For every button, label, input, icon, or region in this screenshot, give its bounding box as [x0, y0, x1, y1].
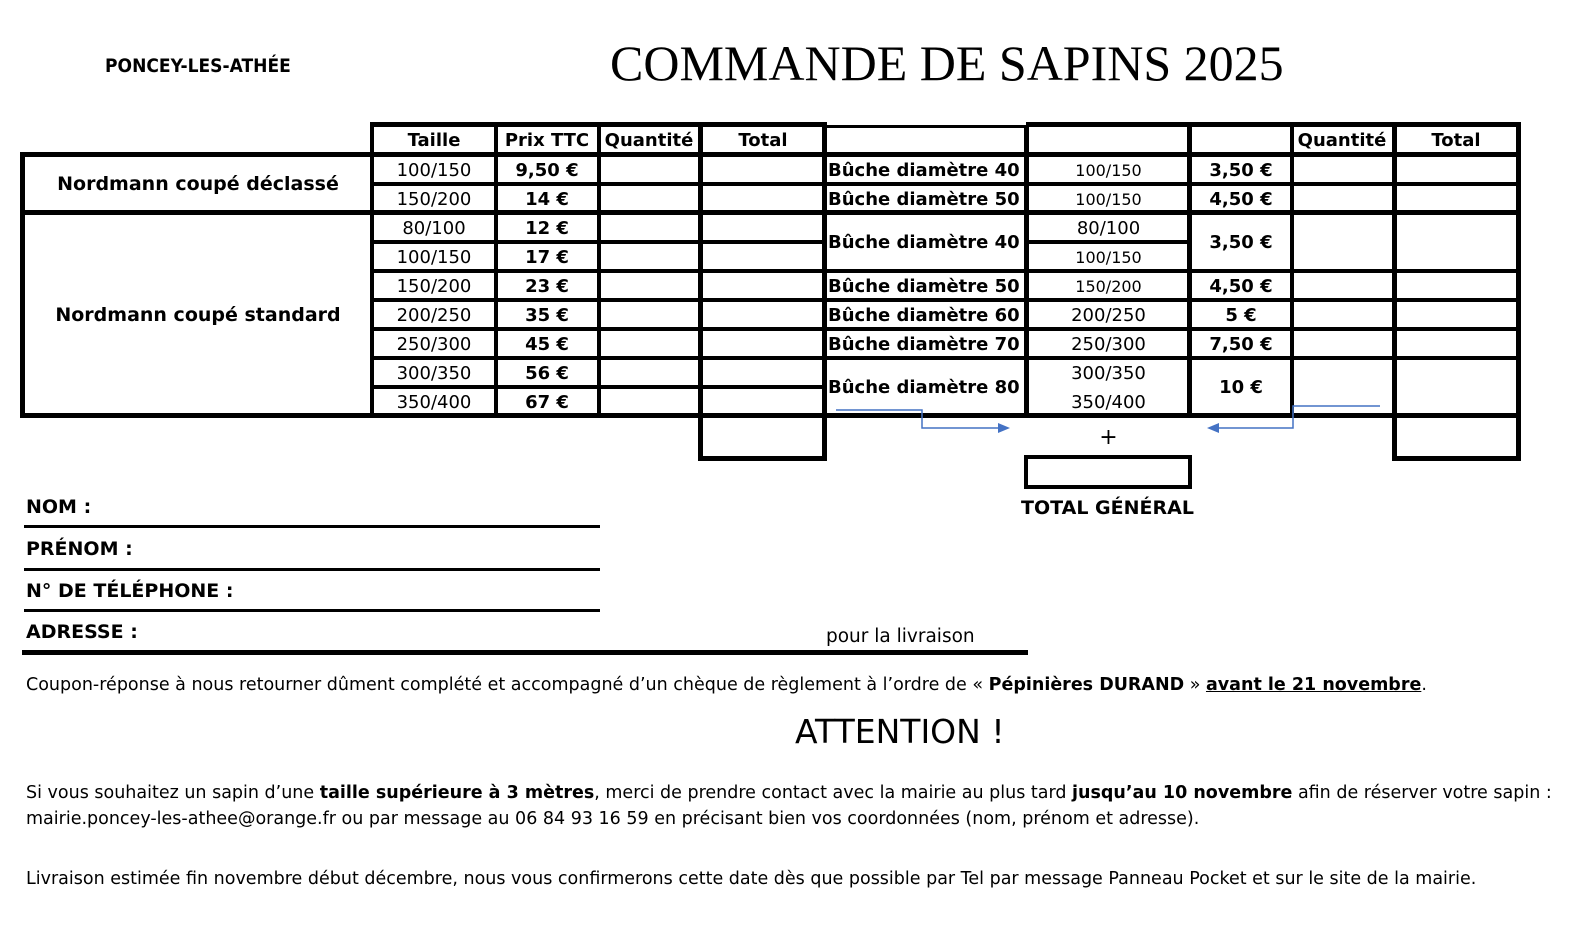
- telephone-input-line[interactable]: [24, 609, 600, 612]
- prenom-label: PRÉNOM :: [26, 538, 133, 560]
- info-line-1: [26, 780, 1552, 806]
- header-total-buche: Total: [1431, 129, 1481, 151]
- buche-prix: 3,50 €: [1209, 159, 1273, 181]
- row-prix: 67 €: [525, 391, 569, 413]
- buche-label: Bûche diamètre 50: [828, 188, 1020, 210]
- buche-taille: 100/150: [1075, 160, 1142, 180]
- info-text: , merci de prendre contact avec la mairie au plus tard: [594, 783, 1073, 803]
- deadline: avant le 21 novembre: [1205, 675, 1422, 695]
- coupon-text-part: .: [1421, 675, 1427, 695]
- buche-taille: 200/250: [1071, 304, 1146, 326]
- row-taille: 100/150: [396, 246, 472, 268]
- header-total: Total: [738, 129, 788, 151]
- row-prix: 12 €: [525, 217, 569, 239]
- coupon-text-part: »: [1184, 675, 1206, 695]
- right-arrow-icon: [1207, 406, 1380, 433]
- buche-label: Bûche diamètre 70: [828, 333, 1020, 355]
- row-taille: 80/100: [402, 217, 466, 239]
- buche-label: Bûche diamètre 80: [828, 376, 1020, 398]
- buche-taille: 100/150: [1075, 189, 1142, 209]
- row-taille: 100/150: [396, 159, 472, 181]
- buche-taille: 150/200: [1075, 276, 1142, 296]
- buche-prix: 5 €: [1225, 304, 1257, 326]
- nom-input-line[interactable]: [24, 525, 600, 528]
- header-taille: Taille: [407, 129, 461, 151]
- buche-prix: 7,50 €: [1209, 333, 1273, 355]
- row-prix: 35 €: [525, 304, 569, 326]
- left-arrow-icon: [836, 410, 1010, 433]
- info-bold: taille supérieure à 3 mètres: [319, 783, 595, 803]
- row-taille: 350/400: [396, 391, 472, 413]
- info-line-2: mairie.poncey-les-athee@orange.fr ou par message au 06 84 93 16 59 en précisant bien vos coordonnées (nom, prénom et adresse).: [26, 809, 1200, 829]
- attention-heading: ATTENTION !: [795, 712, 1005, 751]
- row-prix: 9,50 €: [515, 159, 579, 181]
- info-paragraph: [26, 780, 1552, 832]
- row-taille: 300/350: [396, 362, 472, 384]
- buche-label: Bûche diamètre 40: [828, 159, 1020, 181]
- row-taille: 150/200: [396, 275, 472, 297]
- nom-label: NOM :: [26, 496, 92, 518]
- adresse-input-line[interactable]: [22, 650, 1028, 655]
- buche-label: Bûche diamètre 40: [828, 231, 1020, 253]
- row-prix: 17 €: [525, 246, 569, 268]
- buche-taille: 80/100: [1076, 217, 1141, 239]
- buche-prix: 10 €: [1219, 376, 1263, 398]
- row-taille: 200/250: [396, 304, 472, 326]
- header-prix: Prix TTC: [504, 129, 590, 151]
- buche-taille: 100/150: [1075, 247, 1142, 267]
- row-prix: 56 €: [525, 362, 569, 384]
- buche-prix: 4,50 €: [1209, 275, 1273, 297]
- buche-taille: 250/300: [1071, 333, 1146, 355]
- info-text: Si vous souhaitez un sapin d’une: [26, 783, 320, 803]
- coupon-text-part: Coupon-réponse à nous retourner dûment complété et accompagné d’un chèque de règlement à l’ordre de «: [26, 675, 989, 695]
- header-quantite: Quantité: [604, 129, 694, 151]
- telephone-label: N° DE TÉLÉPHONE :: [26, 580, 234, 602]
- grand-total-label: TOTAL GÉNÉRAL: [1021, 497, 1194, 519]
- row-prix: 45 €: [525, 333, 569, 355]
- row-taille: 150/200: [396, 188, 472, 210]
- row-prix: 23 €: [525, 275, 569, 297]
- row-taille: 250/300: [396, 333, 472, 355]
- buche-label: Bûche diamètre 50: [828, 275, 1020, 297]
- header-quantite-buche: Quantité: [1297, 129, 1387, 151]
- group-nordmann-standard: Nordmann coupé standard: [55, 304, 341, 326]
- buche-taille: 350/400: [1071, 391, 1146, 413]
- info-part: [26, 780, 1552, 806]
- livraison-note: pour la livraison: [826, 626, 975, 647]
- company-name: Pépinières DURAND: [988, 675, 1185, 695]
- livraison-text: Livraison estimée fin novembre début décembre, nous vous confirmerons cette date dès que possible par Tel par message Panneau Pocket et sur le site de la mairie.: [26, 869, 1477, 889]
- info-text: afin de réserver votre sapin :: [1292, 783, 1552, 803]
- coupon-text: [26, 672, 1427, 698]
- buche-taille: 300/350: [1071, 362, 1146, 384]
- row-prix: 14 €: [525, 188, 569, 210]
- info-bold: jusqu’au 10 novembre: [1072, 783, 1293, 803]
- prenom-input-line[interactable]: [24, 568, 600, 571]
- buche-prix: 3,50 €: [1209, 231, 1273, 253]
- village-name: PONCEY-LES-ATHÉE: [105, 55, 291, 77]
- adresse-label: ADRESSE :: [26, 621, 138, 643]
- plus-sign: +: [1099, 424, 1118, 450]
- buche-prix: 4,50 €: [1209, 188, 1273, 210]
- buche-label: Bûche diamètre 60: [828, 304, 1020, 326]
- group-nordmann-declasse: Nordmann coupé déclassé: [57, 173, 339, 195]
- page-title: COMMANDE DE SAPINS 2025: [610, 35, 1284, 91]
